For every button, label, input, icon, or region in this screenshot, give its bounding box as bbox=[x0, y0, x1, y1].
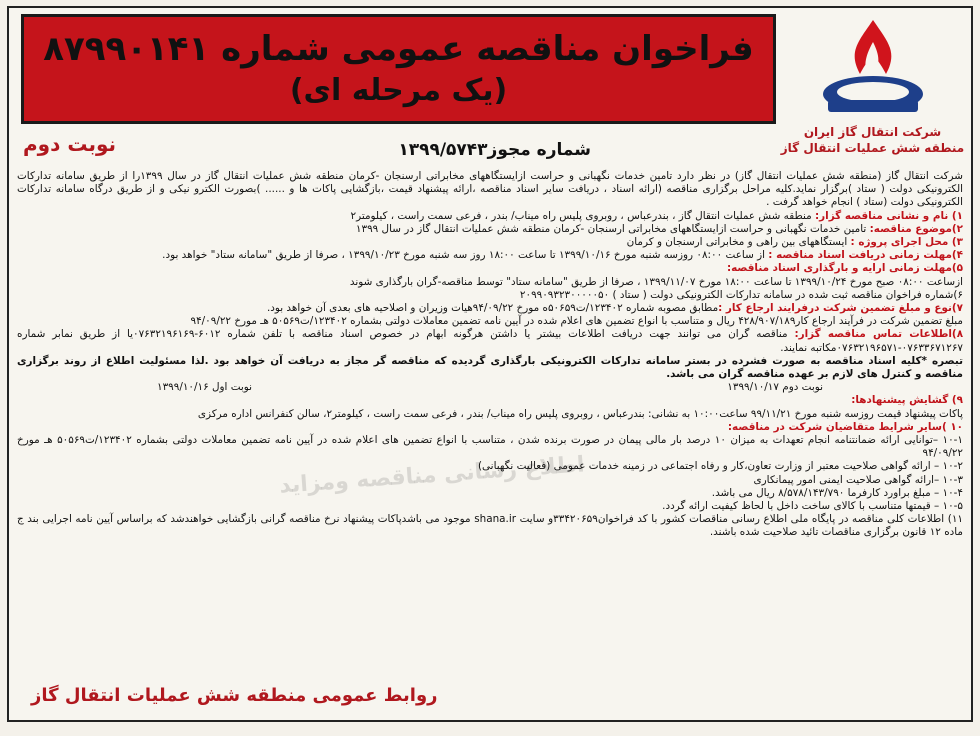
company-name: شرکت انتقال گاز ایران bbox=[803, 125, 942, 139]
note-paragraph: تبصره *کلیه اسناد مناقصه به صورت فشرده در بستر سامانه تدارکات الکترونیکی بارگذاری گردیده که مناقصه گر مجاز به دریافت آن خواهد بود .لذا مسئولیت اطلاع از روند برگزاری مناقصه و کنترل های لازم بر عهده مناقصه گران می باشد. bbox=[17, 354, 963, 381]
item-1-label: ۱) نام و نشانی مناقصه گزار: bbox=[815, 209, 963, 222]
item-8-label: ۸)اطلاعات تماس مناقصه گزار: bbox=[794, 328, 964, 341]
sub-item-10-5: ۱۰-۵ – قیمتها متناسب با کالای ساخت داخل با لحاظ کیفیت ارائه گردد. bbox=[662, 500, 963, 513]
sub-item-10-1: ۱۰-۱ –توانایی ارائه ضمانتنامه انجام تعهدات به میزان ۱۰ درصد بار مالی پیمان در صورت برنده شدن ، متناسب با انواع تضمین های اعلام شده در آیین نامه تضمین معاملات دولتی بشماره ۱۲۳۴۰۲/ت۵۰۵۶۹ هـ مورخ ۹۴/۰۹/۲۲ bbox=[17, 434, 963, 460]
item-3-text: ایستگاههای بین راهی و مخابراتی ارسنجان و کرمان bbox=[626, 236, 851, 249]
item-1-text: منطقه شش عملیات انتقال گاز ، بندرعباس ، روبروی پلیس راه میناب/ بندر ، فرعی سمت راست ، کیلومتر۲ bbox=[350, 209, 816, 222]
item-2 bbox=[17, 223, 963, 236]
item-10-label: ۱۰ )سایر شرایط متقاضیان شرکت در مناقصه: bbox=[727, 420, 963, 433]
first-round-date: نوبت اول ۱۳۹۹/۱۰/۱۶ bbox=[157, 381, 253, 394]
item-1 bbox=[17, 210, 963, 223]
item-4-text: از ساعت ۰۸:۰۰ روزسه شنبه مورخ ۱۳۹۹/۱۰/۱۶ تا ساعت ۱۸:۰۰ روز سه شنبه مورخ ۱۳۹۹/۱۰/۲۳ ، صرفا از طریق "سامانه ستاد" خواهد بود. bbox=[162, 249, 769, 262]
sub-item-10-3: ۱۰-۳ –ارائه گواهی صلاحیت ایمنی امور پیمانکاری bbox=[753, 473, 963, 486]
notice-body bbox=[17, 170, 963, 714]
footer-signature: روابط عمومی منطقه شش عملیات انتقال گاز bbox=[31, 685, 438, 706]
item-2-text: تامین خدمات نگهبانی و حراست ازایستگاههای مخابراتی ارسنجان -کرمان منطقه شش عملیات انتقال گاز در سال ۱۳۹۹ bbox=[355, 222, 870, 235]
company-logo bbox=[780, 12, 965, 172]
item-7-detail: مبلغ تضمین شرکت در فرآیند ارجاع کار۴۲۸/۹۰۷/۱۸۹ ریال و متناسب با انواع تضمین های اعلام شده در آیین نامه تضمین معاملات دولتی بشماره ۱۲۳۴۰۲/ت۵۰۵۶۹ هـ مورخ ۹۴/۰۹/۲۲ bbox=[190, 315, 963, 328]
item-11: ۱۱) اطلاعات کلی مناقصه در پایگاه ملی اطلاع رسانی مناقصات کشور با کد فراخوان۳۳۴۲۰۶۵۹و سایت shana.ir موجود می باشدپاکات پیشنهاد نرخ مناقصه گرانی بازگشایی خواهندشد که براساس آیین نامه اجرایی بند ج ماده ۱۲ قانون برگزاری مناقصات تائید صلاحیت شده باشند. bbox=[17, 513, 964, 539]
item-7-text: مطابق مصوبه شماره ۱۲۳۴۰۲/ت۵۰۶۵۹ه مورخ ۹۴/۰۹/۲۲هیات وزیران و اصلاحیه های بعدی آن خواهد بود. bbox=[266, 302, 719, 315]
item-9-label: ۹) گشایش پیشنهادها: bbox=[851, 394, 963, 407]
watermark: اطلاع رسانی مناقصه ومزاید bbox=[278, 452, 586, 499]
item-7-label: ۷)نوع و مبلغ تضمین شرکت درفرایند ارجاع کار : bbox=[718, 302, 963, 315]
item-8 bbox=[17, 328, 963, 354]
round-badge: نوبت دوم bbox=[23, 132, 117, 156]
intro-paragraph: شرکت انتقال گاز (منطقه شش عملیات انتقال گاز) در نظر دارد تامین خدمات نگهبانی و حراست ازایستگاههای مخابراتی ارسنجان -کرمان منطقه شش عملیات انتقال گاز در سال ۱۳۹۹را از طریق سامانه تدارکات الکترونیکی دولت ( ستاد )برگزار نماید.کلیه مراحل برگزاری مناقصه (ارائه اسناد ، دریافت سایر اسناد مناقصه ،ارائه پیشنهاد قیمت ،بازگشایی پاکات ها و ...... )بصورت الکترو نیکی و از طریق درگاه سامانه تدارکات الکترونیکی دولت (ستاد ) انجام خواهد گرفت . bbox=[17, 170, 963, 209]
item-5-detail: ازساعت ۰۸:۰۰ صبح مورخ ۱۳۹۹/۱۰/۲۴ تا ساعت ۱۸:۰۰ مورخ ۱۳۹۹/۱۱/۰۷ ، صرفا از طریق "سامانه ستاد" توسط مناقصه-گران بارگذاری شوند bbox=[349, 275, 963, 288]
sub-item-10-4: ۱۰-۴ – مبلغ براورد کارفرما ۸/۵۷۸/۱۴۳/۷۹۰ ریال می باشد. bbox=[711, 486, 963, 499]
sub-item-10-2: ۱۰-۲ – ارائه گواهی صلاحیت معتبر از وزارت تعاون،کار و رفاه اجتماعی در زمینه خدمات عمومی (فعالیت نگهبانی) bbox=[477, 460, 963, 473]
item-6: ۶)شماره فراخوان مناقصه ثبت شده در سامانه تدارکات الکترونیکی دولت ( ستاد ) ۲۰۹۹۰۹۳۲۳۰۰۰۰۰۵۰ bbox=[519, 288, 963, 301]
item-4-label: ۴)مهلت زمانی دریافت اسناد مناقصه : bbox=[768, 249, 963, 262]
notice-subtitle: (یک مرحله ای) bbox=[289, 73, 508, 108]
tender-notice bbox=[7, 6, 973, 722]
region-name: منطقه شش عملیات انتقال گاز bbox=[780, 141, 965, 155]
item-5-label: ۵)مهلت زمانی ارایه و بارگذاری اسناد مناقصه: bbox=[726, 262, 963, 275]
notice-title: فراخوان مناقصه عمومی شماره ۸۷۹۹۰۱۴۱ bbox=[43, 29, 754, 69]
second-round-date: نوبت دوم ۱۳۹۹/۱۰/۱۷ bbox=[727, 381, 823, 394]
item-3-label: ۳) محل اجرای پروژه : bbox=[850, 236, 963, 249]
gas-flame-icon bbox=[808, 12, 938, 124]
item-7 bbox=[17, 302, 963, 315]
title-banner bbox=[21, 14, 776, 124]
item-4 bbox=[17, 249, 963, 262]
item-2-label: ۲)موضوع مناقصه: bbox=[869, 222, 963, 235]
item-5 bbox=[17, 262, 963, 275]
item-8-text: مناقصه گران می توانند جهت دریافت اطلاعات بیشتر یا داشتن هرگونه ابهام در خصوص اسناد مناقصه با تلفن شماره ۶۰۱۲-۰۷۶۳۲۱۹۶۱۶۹یا از طریق نمابر شماره ۰۷۶۳۳۶۷۱۲۶۷-۰۷۶۳۲۱۹۶۵۷۱مکاتبه نمایند. bbox=[17, 328, 963, 354]
round-dates bbox=[17, 381, 963, 394]
permit-number: شماره مجوز۱۳۹۹/۵۷۴۳ bbox=[398, 140, 591, 160]
item-3 bbox=[17, 236, 963, 249]
item-9-text: پاکات پیشنهاد قیمت روزسه شنبه مورخ ۹۹/۱۱/۲۱ ساعت۱۰:۰۰ به نشانی: بندرعباس ، روبروی پلیس راه میناب/ بندر ، فرعی سمت راست ، کیلومتر۲، سالن کنفرانس اداره مرکزی bbox=[197, 407, 963, 420]
